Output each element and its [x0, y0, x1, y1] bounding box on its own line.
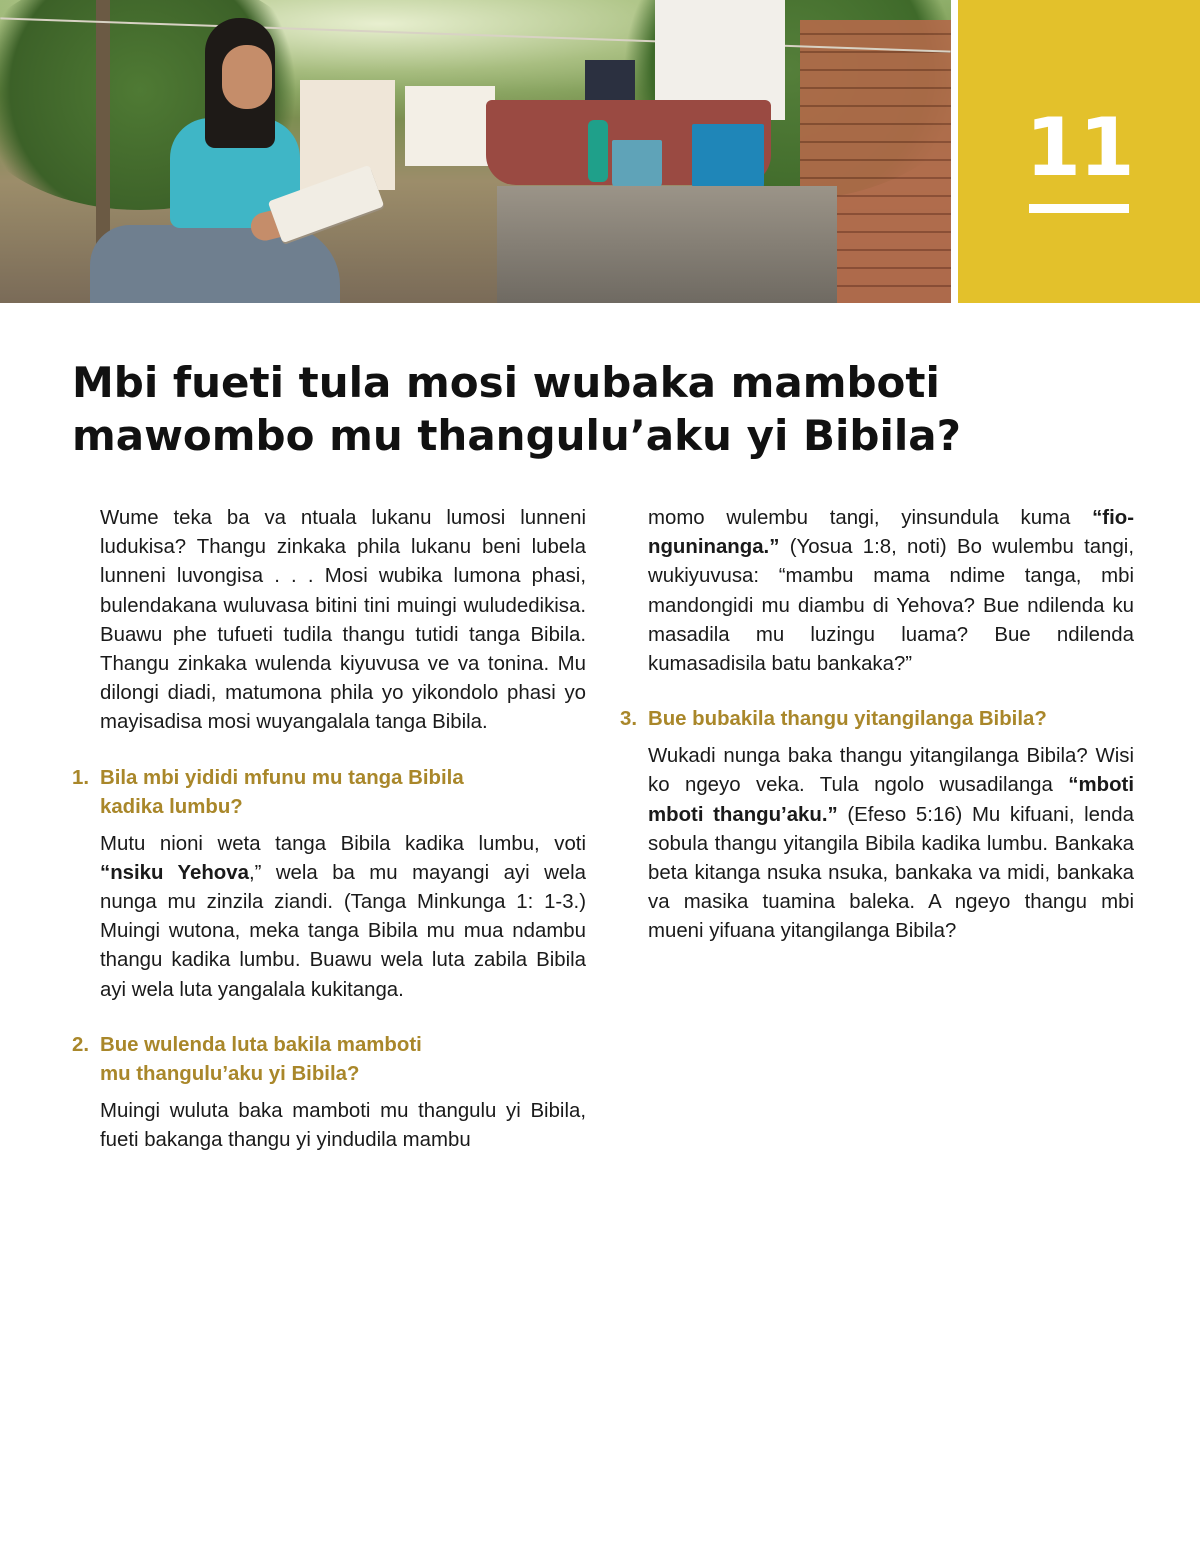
page-title [72, 356, 1132, 462]
page-title-line-2: mawombo mu thangulu’aku yi Bibila? [72, 411, 961, 460]
answer-3-bold: “mboti mboti thangu’aku.” [648, 774, 1134, 826]
left-column [72, 504, 586, 1155]
answer-1-text-b: ,” wela ba mu mayangi ayi wela nunga mu zinzila ziandi. (Tanga Minkunga 1: 1-3.) Muingi wutona, meka tanga Bibila mu mua ndambu thangu kadika lumbu. Buawu wela luta zabila Bibila ayi wela luta yangalala kukitanga. [100, 861, 587, 1001]
question-2-number: 2. [72, 1033, 90, 1056]
answer-2-text-b: (Yosua 1:8, noti) Bo wulembu tangi, wukiyuvusa: “mambu mama ndime tanga, mbi mandongidi mu diambu di Yehova? Bue ndilenda ku masadila mu luzingu luama? Bue ndilenda kumasadisila batu bankaka?” [648, 536, 1134, 676]
answer-2-text-a: momo wulembu tangi, yinsundula kuma [648, 507, 1093, 529]
answer-1-bold: “nsiku Yehova [100, 861, 249, 884]
right-column [620, 504, 1134, 947]
answer-3-text-a: Wukadi nunga baka thangu yitangilanga Bibila? Wisi ko ngeyo veka. Tula ngolo wusadilanga [648, 745, 1134, 797]
chapter-number: 11 [1025, 101, 1133, 194]
intro-paragraph: Wume teka ba va ntuala lukanu lumosi lunneni ludukisa? Thangu zinkaka phila lukanu beni lubela lunneni luvongisa . . . Mosi wubika lumona phasi, bulendakana wuluvasa bitini tini muingi wuludedikisa. Buawu phe tufueti tudila thangu tutidi tanga Bibila. Thangu zinkaka wulenda kiyuvusa ve va tonina. Mu dilongi diadi, matumona phila yo yikondolo phasi yo mayisadisa mosi wuyangalala tanga Bibila. [100, 507, 586, 734]
question-1 [72, 764, 586, 822]
chapter-underline [1029, 204, 1129, 213]
question-2 [72, 1031, 586, 1089]
question-1-number: 1. [72, 766, 90, 789]
answer-3-text-b: (Efeso 5:16) Mu kifuani, lenda sobula thangu yitangila Bibila kadika lumbu. Bankaka beta kitanga nsuka nsuka, bankaka va midi, bankaka va masika tuamina baleka. A ngeyo thangu mbi mueni yifuana yitangilanga Bibila? [648, 803, 1134, 943]
answer-2-paragraph-start: Muingi wuluta baka mamboti mu thangulu yi Bibila, fueti bakanga thangu yi yindudila mambu [100, 1099, 586, 1152]
page-title-line-1: Mbi fueti tula mosi wubaka mamboti [72, 358, 940, 407]
question-3 [620, 705, 1134, 734]
answer-2-bold: “fionguninanga.” [648, 507, 1134, 559]
question-3-line-1: Bue bubakila thangu yitangilanga Bibila? [648, 708, 1047, 731]
question-2-line-1: Bue wulenda luta bakila mamboti [100, 1033, 422, 1056]
answer-1-text-a: Mutu nioni weta tanga Bibila kadika lumbu, voti [100, 832, 586, 855]
question-2-line-2: mu thangulu’aku yi Bibila? [100, 1062, 360, 1085]
question-3-number: 3. [620, 708, 638, 731]
answer-1-paragraph [72, 830, 586, 1005]
chapter-badge [958, 0, 1200, 303]
answer-2-paragraph-continued [620, 504, 1134, 679]
question-1-line-1: Bila mbi yididi mfunu mu tanga Bibila [100, 766, 464, 789]
answer-3-paragraph [620, 742, 1134, 946]
hero-photo [0, 0, 951, 303]
question-1-line-2: kadika lumbu? [100, 795, 243, 818]
